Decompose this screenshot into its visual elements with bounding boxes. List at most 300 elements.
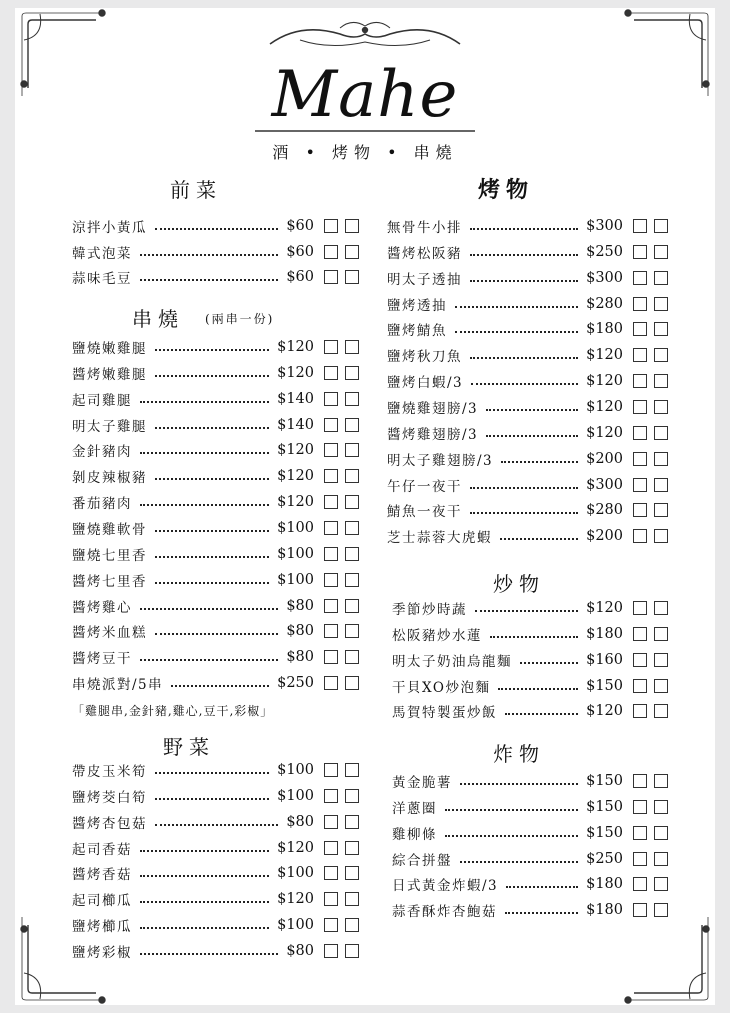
menu-item-price: $300 bbox=[586, 218, 623, 234]
menu-item-name: 鹽烤茭白筍 bbox=[72, 789, 147, 806]
order-checkbox[interactable] bbox=[324, 866, 338, 880]
menu-item-price: $150 bbox=[586, 824, 623, 841]
menu-item-name: 季節炒時蔬 bbox=[392, 602, 467, 618]
order-checkbox[interactable] bbox=[324, 676, 338, 690]
menu-item bbox=[392, 873, 668, 895]
skewers-note: 「雞腿串,金針豬,雞心,豆干,彩椒」 bbox=[72, 704, 274, 718]
menu-item bbox=[72, 266, 359, 288]
order-checkbox[interactable] bbox=[654, 374, 668, 388]
order-checkbox[interactable] bbox=[654, 503, 668, 517]
menu-item-price: $200 bbox=[586, 450, 623, 467]
dot-leader bbox=[140, 452, 269, 454]
menu-item-price: $80 bbox=[286, 623, 314, 640]
order-checkbox[interactable] bbox=[345, 763, 359, 777]
order-checkbox[interactable] bbox=[324, 789, 338, 803]
menu-item-price: $140 bbox=[277, 416, 314, 433]
order-checkbox[interactable] bbox=[345, 495, 359, 509]
menu-item-price: $140 bbox=[277, 390, 314, 407]
menu-item-price: $100 bbox=[277, 787, 314, 804]
menu-item bbox=[387, 241, 668, 263]
menu-item bbox=[392, 700, 668, 722]
menu-item-name: 醬烤七里香 bbox=[72, 573, 147, 590]
menu-item bbox=[387, 396, 668, 418]
dot-leader bbox=[445, 809, 578, 811]
dot-leader bbox=[155, 556, 269, 558]
menu-item-price: $180 bbox=[586, 876, 623, 893]
menu-item bbox=[387, 474, 668, 496]
section-title-fried: 炸物 bbox=[493, 742, 545, 766]
menu-item-price: $120 bbox=[586, 347, 623, 364]
order-checkbox[interactable] bbox=[633, 271, 647, 285]
dot-leader bbox=[498, 688, 578, 690]
menu-item-price: $60 bbox=[286, 218, 314, 234]
dot-leader bbox=[486, 435, 578, 437]
order-checkbox[interactable] bbox=[654, 653, 668, 667]
menu-item-price: $150 bbox=[586, 677, 623, 694]
menu-item-name: 明太子雞翅膀/3 bbox=[387, 452, 494, 469]
order-checkbox[interactable] bbox=[633, 452, 647, 466]
menu-item bbox=[72, 388, 359, 410]
menu-item-price: $120 bbox=[586, 398, 623, 415]
dot-leader bbox=[155, 427, 269, 429]
menu-item-name: 醬烤香菇 bbox=[72, 867, 132, 884]
menu-item-name: 日式黃金炸蝦/3 bbox=[392, 878, 499, 895]
order-checkbox[interactable] bbox=[345, 443, 359, 457]
order-checkbox[interactable] bbox=[324, 892, 338, 906]
menu-item bbox=[72, 241, 359, 263]
dot-leader bbox=[455, 331, 578, 333]
menu-item-price: $180 bbox=[586, 625, 623, 642]
order-checkbox[interactable] bbox=[345, 340, 359, 354]
dot-leader bbox=[470, 280, 578, 282]
menu-item-price: $280 bbox=[586, 295, 623, 312]
order-checkbox[interactable] bbox=[654, 426, 668, 440]
order-checkbox[interactable] bbox=[324, 270, 338, 284]
menu-item-name: 醬烤豆干 bbox=[72, 651, 132, 668]
order-checkbox[interactable] bbox=[345, 650, 359, 664]
menu-item-name: 醬烤米血糕 bbox=[72, 625, 147, 642]
order-checkbox[interactable] bbox=[654, 219, 668, 233]
order-checkbox[interactable] bbox=[324, 650, 338, 664]
menu-item bbox=[387, 422, 668, 444]
dot-leader bbox=[471, 383, 578, 385]
menu-item-name: 起司香菇 bbox=[72, 841, 132, 858]
order-checkbox[interactable] bbox=[633, 426, 647, 440]
menu-item bbox=[392, 675, 668, 697]
menu-item-name: 綜合拼盤 bbox=[392, 852, 452, 869]
order-checkbox[interactable] bbox=[324, 763, 338, 777]
order-checkbox[interactable] bbox=[324, 392, 338, 406]
order-checkbox[interactable] bbox=[633, 245, 647, 259]
menu-item-price: $250 bbox=[586, 850, 623, 867]
menu-item bbox=[72, 362, 359, 384]
order-checkbox[interactable] bbox=[654, 297, 668, 311]
order-checkbox[interactable] bbox=[633, 219, 647, 233]
menu-item bbox=[392, 770, 668, 792]
menu-item-name: 帶皮玉米筍 bbox=[72, 764, 147, 780]
order-checkbox[interactable] bbox=[324, 245, 338, 259]
menu-item-name: 鹽燒嫩雞腿 bbox=[72, 341, 147, 357]
menu-item-name: 鹽烤白蝦/3 bbox=[387, 375, 464, 392]
menu-item-price: $250 bbox=[586, 243, 623, 260]
order-checkbox[interactable] bbox=[324, 366, 338, 380]
section-title-skewers: 串燒 bbox=[132, 307, 184, 331]
menu-item bbox=[392, 597, 668, 619]
section-title-appetizers: 前菜 bbox=[170, 178, 222, 202]
order-checkbox[interactable] bbox=[654, 452, 668, 466]
dot-leader bbox=[475, 610, 578, 612]
dot-leader bbox=[155, 582, 269, 584]
order-checkbox[interactable] bbox=[654, 322, 668, 336]
dot-leader bbox=[140, 279, 278, 281]
menu-item bbox=[72, 595, 359, 617]
order-checkbox[interactable] bbox=[345, 547, 359, 561]
menu-item-name: 醬烤嫩雞腿 bbox=[72, 366, 147, 383]
order-checkbox[interactable] bbox=[633, 877, 647, 891]
order-checkbox[interactable] bbox=[324, 944, 338, 958]
order-checkbox[interactable] bbox=[345, 866, 359, 880]
menu-item-name: 起司雞腿 bbox=[72, 392, 132, 409]
menu-item bbox=[392, 623, 668, 645]
order-checkbox[interactable] bbox=[654, 245, 668, 259]
menu-item bbox=[72, 759, 359, 781]
dot-leader bbox=[140, 608, 278, 610]
menu-item-name: 洋蔥圈 bbox=[392, 800, 437, 817]
order-checkbox[interactable] bbox=[324, 418, 338, 432]
menu-item-price: $280 bbox=[586, 502, 623, 519]
menu-item-name: 松阪豬炒水蓮 bbox=[392, 627, 482, 644]
menu-item-name: 鹽烤鯖魚 bbox=[387, 323, 447, 340]
order-checkbox[interactable] bbox=[633, 322, 647, 336]
order-checkbox[interactable] bbox=[633, 653, 647, 667]
tagline: 酒 • 烤物 • 串燒 bbox=[272, 143, 458, 162]
menu-item bbox=[392, 899, 668, 921]
menu-item-price: $120 bbox=[277, 468, 314, 485]
dot-leader bbox=[505, 713, 578, 715]
order-checkbox[interactable] bbox=[633, 529, 647, 543]
menu-item-price: $120 bbox=[586, 600, 623, 616]
dot-leader bbox=[470, 228, 578, 230]
dot-leader bbox=[155, 772, 269, 774]
order-checkbox[interactable] bbox=[345, 521, 359, 535]
menu-item-name: 午仔一夜干 bbox=[387, 478, 462, 495]
menu-item bbox=[72, 914, 359, 936]
dot-leader bbox=[470, 487, 578, 489]
menu-item bbox=[387, 370, 668, 392]
menu-item-price: $120 bbox=[586, 703, 623, 720]
menu-item bbox=[387, 448, 668, 470]
menu-item bbox=[72, 491, 359, 513]
section-title-vegetables: 野菜 bbox=[163, 735, 215, 759]
menu-item-name: 串燒派對/5串 bbox=[72, 677, 164, 694]
menu-item-name: 涼拌小黃瓜 bbox=[72, 220, 147, 236]
menu-item bbox=[72, 646, 359, 668]
dot-leader bbox=[171, 685, 269, 687]
dot-leader bbox=[455, 306, 578, 308]
order-checkbox[interactable] bbox=[654, 800, 668, 814]
order-checkbox[interactable] bbox=[633, 774, 647, 788]
order-checkbox[interactable] bbox=[654, 903, 668, 917]
menu-item-price: $100 bbox=[277, 762, 314, 778]
dot-leader bbox=[140, 927, 269, 929]
menu-item-price: $60 bbox=[286, 243, 314, 260]
menu-item-price: $160 bbox=[586, 651, 623, 668]
menu-item bbox=[387, 267, 668, 289]
order-checkbox[interactable] bbox=[345, 219, 359, 233]
menu-item bbox=[72, 785, 359, 807]
menu-item bbox=[387, 293, 668, 315]
order-checkbox[interactable] bbox=[324, 841, 338, 855]
order-checkbox[interactable] bbox=[654, 826, 668, 840]
order-checkbox[interactable] bbox=[633, 400, 647, 414]
menu-item bbox=[72, 336, 359, 358]
menu-item-name: 干貝XO炒泡麵 bbox=[392, 679, 491, 696]
order-checkbox[interactable] bbox=[324, 340, 338, 354]
menu-item bbox=[387, 499, 668, 521]
order-checkbox[interactable] bbox=[345, 245, 359, 259]
menu-item-name: 韓式泡菜 bbox=[72, 245, 132, 262]
order-checkbox[interactable] bbox=[633, 374, 647, 388]
dot-leader bbox=[140, 901, 269, 903]
order-checkbox[interactable] bbox=[345, 469, 359, 483]
order-checkbox[interactable] bbox=[654, 348, 668, 362]
menu-item-price: $80 bbox=[286, 597, 314, 614]
order-checkbox[interactable] bbox=[345, 789, 359, 803]
order-checkbox[interactable] bbox=[633, 852, 647, 866]
menu-item-name: 醬烤松阪豬 bbox=[387, 245, 462, 262]
menu-item-price: $120 bbox=[277, 891, 314, 908]
order-checkbox[interactable] bbox=[654, 271, 668, 285]
menu-item-name: 鹽燒雞翅膀/3 bbox=[387, 400, 479, 417]
menu-item-price: $100 bbox=[277, 917, 314, 934]
dot-leader bbox=[506, 886, 578, 888]
order-checkbox[interactable] bbox=[654, 627, 668, 641]
menu-item-price: $300 bbox=[586, 476, 623, 493]
section-subtitle-skewers: (兩串一份) bbox=[205, 312, 275, 326]
order-checkbox[interactable] bbox=[654, 679, 668, 693]
menu-item-name: 鹽烤透抽 bbox=[387, 297, 447, 314]
menu-item bbox=[72, 439, 359, 461]
dot-leader bbox=[140, 953, 278, 955]
menu-item bbox=[72, 414, 359, 436]
order-checkbox[interactable] bbox=[345, 944, 359, 958]
menu-item-name: 鹽燒雞軟骨 bbox=[72, 521, 147, 538]
order-checkbox[interactable] bbox=[345, 892, 359, 906]
order-checkbox[interactable] bbox=[654, 877, 668, 891]
order-checkbox[interactable] bbox=[324, 547, 338, 561]
menu-item-name: 蒜味毛豆 bbox=[72, 271, 132, 288]
dot-leader bbox=[470, 254, 578, 256]
menu-item-name: 馬賀特製蛋炒飯 bbox=[392, 705, 497, 722]
order-checkbox[interactable] bbox=[324, 815, 338, 829]
order-checkbox[interactable] bbox=[345, 815, 359, 829]
menu-item-price: $180 bbox=[586, 321, 623, 338]
dot-leader bbox=[460, 861, 578, 863]
menu-item-price: $80 bbox=[286, 649, 314, 666]
menu-item-name: 鯖魚一夜干 bbox=[387, 504, 462, 521]
menu-item-price: $100 bbox=[277, 865, 314, 882]
order-checkbox[interactable] bbox=[633, 903, 647, 917]
menu-item-name: 金針豬肉 bbox=[72, 444, 132, 461]
menu-item-name: 蒜香酥炸杏鮑菇 bbox=[392, 904, 497, 921]
menu-item-price: $120 bbox=[586, 373, 623, 390]
menu-item-price: $120 bbox=[277, 839, 314, 856]
menu-item bbox=[72, 620, 359, 642]
menu-item bbox=[387, 344, 668, 366]
menu-item-name: 醬烤雞心 bbox=[72, 599, 132, 616]
dot-leader bbox=[500, 538, 578, 540]
order-checkbox[interactable] bbox=[633, 297, 647, 311]
menu-item bbox=[72, 888, 359, 910]
menu-item-name: 明太子奶油烏龍麵 bbox=[392, 653, 512, 670]
menu-item bbox=[387, 215, 668, 237]
menu-item-price: $60 bbox=[286, 269, 314, 286]
menu-item-name: 剝皮辣椒豬 bbox=[72, 470, 147, 487]
order-checkbox[interactable] bbox=[345, 418, 359, 432]
order-checkbox[interactable] bbox=[324, 624, 338, 638]
order-checkbox[interactable] bbox=[633, 704, 647, 718]
menu-item-price: $300 bbox=[586, 269, 623, 286]
order-checkbox[interactable] bbox=[345, 573, 359, 587]
menu-item-price: $100 bbox=[277, 571, 314, 588]
dot-leader bbox=[460, 783, 578, 785]
order-checkbox[interactable] bbox=[633, 800, 647, 814]
order-checkbox[interactable] bbox=[345, 918, 359, 932]
dot-leader bbox=[140, 254, 278, 256]
dot-leader bbox=[155, 478, 269, 480]
dot-leader bbox=[486, 409, 578, 411]
brand-logo: Mahe bbox=[271, 58, 459, 132]
menu-item-price: $180 bbox=[586, 902, 623, 919]
dot-leader bbox=[155, 633, 278, 635]
order-checkbox[interactable] bbox=[633, 679, 647, 693]
menu-item bbox=[392, 649, 668, 671]
section-title-stirfry: 炒物 bbox=[493, 572, 545, 596]
menu-item-name: 番茄豬肉 bbox=[72, 496, 132, 513]
menu-item bbox=[72, 543, 359, 565]
order-checkbox[interactable] bbox=[324, 918, 338, 932]
menu-item bbox=[72, 837, 359, 859]
order-checkbox[interactable] bbox=[654, 478, 668, 492]
menu-item-name: 鹽燒七里香 bbox=[72, 547, 147, 564]
menu-item-name: 鹽烤秋刀魚 bbox=[387, 349, 462, 366]
menu-item-price: $120 bbox=[586, 424, 623, 441]
order-checkbox[interactable] bbox=[345, 676, 359, 690]
menu-item-price: $120 bbox=[277, 339, 314, 355]
order-checkbox[interactable] bbox=[324, 573, 338, 587]
dot-leader bbox=[155, 798, 269, 800]
menu-item-price: $120 bbox=[277, 494, 314, 511]
menu-item-name: 醬烤杏包菇 bbox=[72, 815, 147, 832]
menu-item bbox=[72, 569, 359, 591]
order-checkbox[interactable] bbox=[345, 599, 359, 613]
order-checkbox[interactable] bbox=[345, 270, 359, 284]
order-checkbox[interactable] bbox=[324, 219, 338, 233]
dot-leader bbox=[155, 824, 278, 826]
dot-leader bbox=[470, 512, 578, 514]
menu-item bbox=[72, 940, 359, 962]
order-checkbox[interactable] bbox=[654, 774, 668, 788]
dot-leader bbox=[155, 530, 269, 532]
order-checkbox[interactable] bbox=[654, 601, 668, 615]
menu-item bbox=[387, 525, 668, 547]
order-checkbox[interactable] bbox=[633, 348, 647, 362]
dot-leader bbox=[505, 912, 578, 914]
order-checkbox[interactable] bbox=[345, 841, 359, 855]
dot-leader bbox=[140, 875, 269, 877]
order-checkbox[interactable] bbox=[654, 704, 668, 718]
dot-leader bbox=[140, 504, 269, 506]
dot-leader bbox=[140, 850, 269, 852]
order-checkbox[interactable] bbox=[633, 627, 647, 641]
order-checkbox[interactable] bbox=[633, 503, 647, 517]
menu-item bbox=[392, 822, 668, 844]
order-checkbox[interactable] bbox=[324, 469, 338, 483]
dot-leader bbox=[445, 835, 578, 837]
menu-item-name: 黃金脆薯 bbox=[392, 775, 452, 791]
menu-item bbox=[72, 465, 359, 487]
dot-leader bbox=[490, 636, 578, 638]
menu-item bbox=[387, 318, 668, 340]
order-checkbox[interactable] bbox=[345, 624, 359, 638]
order-checkbox[interactable] bbox=[324, 599, 338, 613]
order-checkbox[interactable] bbox=[324, 495, 338, 509]
order-checkbox[interactable] bbox=[345, 366, 359, 380]
order-checkbox[interactable] bbox=[324, 521, 338, 535]
menu-item-name: 起司櫛瓜 bbox=[72, 893, 132, 910]
dot-leader bbox=[520, 662, 578, 664]
menu-item-name: 雞柳條 bbox=[392, 826, 437, 843]
dot-leader bbox=[155, 375, 269, 377]
dot-leader bbox=[155, 228, 278, 230]
menu-item-price: $120 bbox=[277, 364, 314, 381]
order-checkbox[interactable] bbox=[633, 826, 647, 840]
dot-leader bbox=[501, 461, 578, 463]
menu-item bbox=[72, 672, 359, 694]
menu-item bbox=[72, 811, 359, 833]
menu-item-price: $250 bbox=[277, 675, 314, 692]
dot-leader bbox=[155, 349, 269, 351]
dot-leader bbox=[140, 401, 269, 403]
order-checkbox[interactable] bbox=[633, 601, 647, 615]
menu-item-price: $150 bbox=[586, 773, 623, 789]
menu-item-name: 鹽烤櫛瓜 bbox=[72, 919, 132, 936]
dot-leader bbox=[470, 357, 578, 359]
menu-item bbox=[392, 848, 668, 870]
order-checkbox[interactable] bbox=[654, 852, 668, 866]
menu-item-name: 無骨牛小排 bbox=[387, 220, 462, 236]
menu-item-price: $150 bbox=[586, 798, 623, 815]
menu-item-price: $200 bbox=[586, 528, 623, 545]
menu-item-price: $120 bbox=[277, 442, 314, 459]
menu-item-name: 鹽烤彩椒 bbox=[72, 944, 132, 961]
menu-item bbox=[72, 215, 359, 237]
menu-item-price: $100 bbox=[277, 519, 314, 536]
order-checkbox[interactable] bbox=[654, 400, 668, 414]
order-checkbox[interactable] bbox=[633, 478, 647, 492]
order-checkbox[interactable] bbox=[654, 529, 668, 543]
section-title-grilled: 烤物 bbox=[478, 177, 535, 203]
menu-item-name: 芝士蒜蓉大虎蝦 bbox=[387, 530, 492, 547]
order-checkbox[interactable] bbox=[324, 443, 338, 457]
menu-item-price: $80 bbox=[286, 942, 314, 959]
order-checkbox[interactable] bbox=[345, 392, 359, 406]
menu-item-name: 明太子透抽 bbox=[387, 271, 462, 288]
menu-item-name: 明太子雞腿 bbox=[72, 418, 147, 435]
menu-item-name: 醬烤雞翅膀/3 bbox=[387, 426, 479, 443]
menu-item bbox=[392, 796, 668, 818]
menu-item-price: $80 bbox=[286, 813, 314, 830]
